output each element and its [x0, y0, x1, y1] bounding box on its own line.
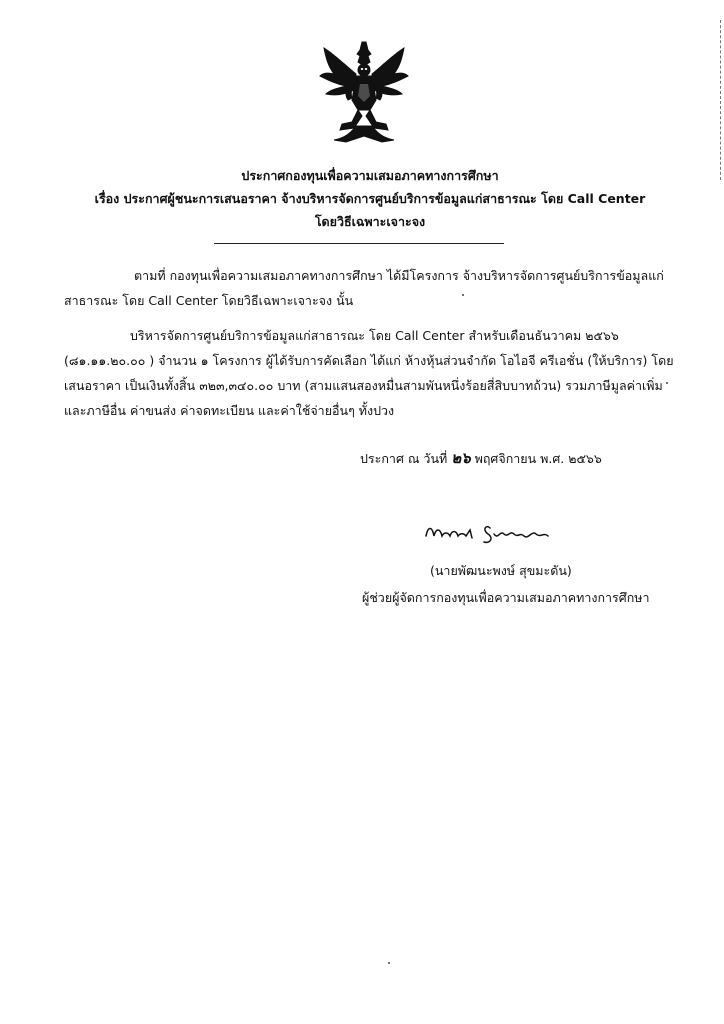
body-paragraph-2-line-1: บริหารจัดการศูนย์บริการข้อมูลแก่สาธารณะ โดย Call Center สำหรับเดือนธันวาคม ๒๕๖๖ [130, 328, 619, 343]
handwritten-signature [420, 516, 570, 548]
header-divider [214, 243, 504, 244]
scan-speck [666, 382, 668, 384]
date-day: ๒๖ [451, 449, 471, 467]
date-suffix: พฤศจิกายน พ.ศ. ๒๕๖๖ [474, 451, 602, 466]
body-paragraph-2-line-4: และภาษีอื่น ค่าขนส่ง ค่าจดทะเบียน และค่าใช้จ่ายอื่นๆ ทั้งปวง [64, 403, 395, 418]
signatory-name: (นายพัฒนะพงษ์ สุขมะดัน) [430, 563, 572, 578]
body-paragraph-1-line-2: สาธารณะ โดย Call Center โดยวิธีเฉพาะเจาะจง นั้น [64, 293, 354, 308]
announcement-date [360, 446, 602, 470]
body-paragraph-2-line-2: (๘๑.๑๑.๒๐.๐๐ ) จำนวน ๑ โครงการ ผู้ได้รับการคัดเลือก ได้แก่ ห้างหุ้นส่วนจำกัด โอไอจี ครีเอชั่น (ให้บริการ) โดย [64, 353, 674, 368]
announcement-method: โดยวิธีเฉพาะเจาะจง [314, 214, 426, 229]
body-paragraph-1-line-1: ตามที่ กองทุนเพื่อความเสมอภาคทางการศึกษา ได้มีโครงการ จ้างบริหารจัดการศูนย์บริการข้อมูลแก่ [134, 268, 664, 283]
garuda-emblem-icon [316, 40, 412, 144]
announcement-subject: เรื่อง ประกาศผู้ชนะการเสนอราคา จ้างบริหารจัดการศูนย์บริการข้อมูลแก่สาธารณะ โดย Call Center [94, 191, 646, 206]
scan-speck [388, 962, 390, 964]
signatory-position: ผู้ช่วยผู้จัดการกองทุนเพื่อความเสมอภาคทางการศึกษา [362, 590, 650, 605]
date-prefix: ประกาศ ณ วันที่ [360, 451, 448, 466]
scan-speck [462, 294, 464, 296]
body-paragraph-2-line-3: เสนอราคา เป็นเงินทั้งสิ้น ๓๒๓,๓๔๐.๐๐ บาท (สามแสนสองหมื่นสามพันหนึ่งร้อยสี่สิบบาทถ้วน) รวมภาษีมูลค่าเพิ่ม [64, 378, 663, 393]
announcement-title: ประกาศกองทุนเพื่อความเสมอภาคทางการศึกษา [241, 168, 499, 183]
scan-edge-line [720, 20, 722, 180]
